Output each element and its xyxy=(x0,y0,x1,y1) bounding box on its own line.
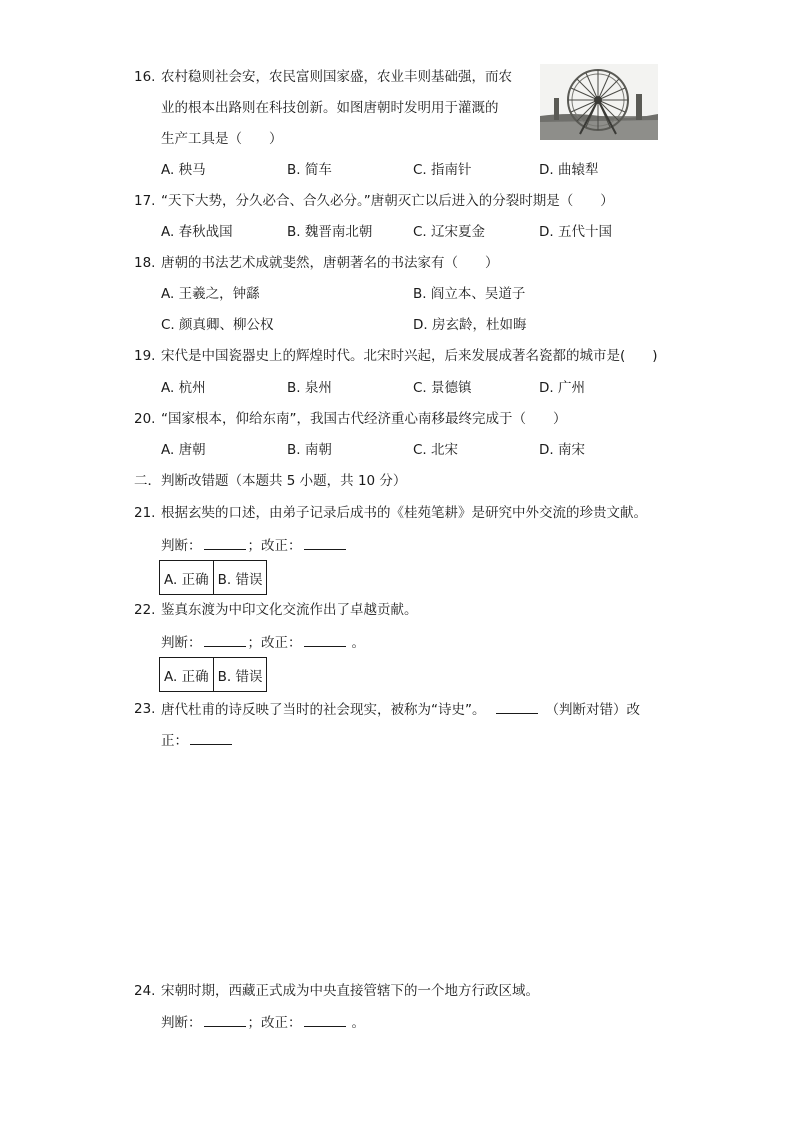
q17-option-a[interactable]: A. 春秋战国 xyxy=(161,224,233,240)
q23-number: 23. xyxy=(134,701,156,717)
q16-option-c[interactable]: C. 指南针 xyxy=(413,162,472,178)
q16-option-b[interactable]: B. 简车 xyxy=(287,162,332,178)
q21-correct-blank[interactable] xyxy=(304,535,346,550)
q24-correct-blank[interactable] xyxy=(304,1012,346,1027)
q21-judge-blank[interactable] xyxy=(204,535,246,550)
q22-correct-label: ；改正： xyxy=(247,635,302,651)
q22-choice-box xyxy=(159,657,267,692)
q20-line-1: “国家根本，仰给东南”，我国古代经济重心南移最终完成于（ ） xyxy=(161,411,567,427)
q17-option-c[interactable]: C. 辽宋夏金 xyxy=(413,224,486,240)
q23-text: 唐代杜甫的诗反映了当时的社会现实，被称为“诗史”。 xyxy=(161,702,486,718)
q17-number: 17. xyxy=(134,193,156,209)
q23-line-1 xyxy=(161,699,640,720)
q21-text: 根据玄奘的口述，由弟子记录后成书的《桂苑笔耕》是研究中外交流的珍贵文献。 xyxy=(161,505,647,521)
q22-end: 。 xyxy=(351,635,365,651)
q21-number: 21. xyxy=(134,505,156,521)
q22-judge-blank[interactable] xyxy=(204,632,246,647)
q22-number: 22. xyxy=(134,602,156,618)
q16-line-1: 农村稳则社会安，农民富则国家盛，农业丰则基础强，而农 xyxy=(161,69,512,85)
q21-judge-label: 判断： xyxy=(161,538,202,554)
q24-correct-label: ；改正： xyxy=(247,1015,302,1031)
q23-text-tail: （判断对错）改 xyxy=(545,702,640,718)
section-2-heading: 二．判断改错题（本题共 5 小题，共 10 分） xyxy=(134,473,407,489)
q24-answer-line xyxy=(161,1012,365,1033)
q23-correct-blank[interactable] xyxy=(190,730,232,745)
q24-judge-label: 判断： xyxy=(161,1015,202,1031)
q22-judge-label: 判断： xyxy=(161,635,202,651)
q20-option-b[interactable]: B. 南朝 xyxy=(287,442,332,458)
q19-option-a[interactable]: A. 杭州 xyxy=(161,380,206,396)
q20-number: 20. xyxy=(134,411,156,427)
q16-number: 16. xyxy=(134,69,156,85)
q18-option-b[interactable]: B. 阎立本、吴道子 xyxy=(413,286,526,302)
q22-correct-blank[interactable] xyxy=(304,632,346,647)
q24-text: 宋朝时期，西藏正式成为中央直接管辖下的一个地方行政区域。 xyxy=(161,983,539,999)
q19-option-d[interactable]: D. 广州 xyxy=(539,380,585,396)
q22-choice-correct[interactable]: A. 正确 xyxy=(164,668,209,685)
q23-judge-blank[interactable] xyxy=(496,699,538,714)
q21-choice-box xyxy=(159,560,267,595)
q21-answer-line xyxy=(161,535,348,556)
waterwheel-illustration xyxy=(540,64,658,140)
q20-option-c[interactable]: C. 北宋 xyxy=(413,442,459,458)
q22-choice-wrong[interactable]: B. 错误 xyxy=(213,658,267,691)
q18-line-1: 唐朝的书法艺术成就斐然，唐朝著名的书法家有（ ） xyxy=(161,255,499,271)
q20-option-a[interactable]: A. 唐朝 xyxy=(161,442,206,458)
q18-option-d[interactable]: D. 房玄龄，杜如晦 xyxy=(413,317,527,333)
q17-option-b[interactable]: B. 魏晋南北朝 xyxy=(287,224,373,240)
q16-line-2: 业的根本出路则在科技创新。如图唐朝时发明用于灌溉的 xyxy=(161,100,499,116)
q23-correct-label: 正： xyxy=(161,733,188,749)
q21-correct-label: ；改正： xyxy=(247,538,302,554)
q22-answer-line xyxy=(161,632,365,653)
q16-option-a[interactable]: A. 秧马 xyxy=(161,162,206,178)
q21-choice-wrong[interactable]: B. 错误 xyxy=(213,561,267,594)
q19-option-b[interactable]: B. 泉州 xyxy=(287,380,332,396)
q18-option-a[interactable]: A. 王羲之，钟繇 xyxy=(161,286,260,302)
q17-line-1: “天下大势，分久必合、合久必分。”唐朝灭亡以后进入的分裂时期是（ ） xyxy=(161,193,614,209)
q21-choice-correct[interactable]: A. 正确 xyxy=(164,571,209,588)
q24-end: 。 xyxy=(351,1015,365,1031)
q16-option-d[interactable]: D. 曲辕犁 xyxy=(539,162,599,178)
q24-judge-blank[interactable] xyxy=(204,1012,246,1027)
q20-option-d[interactable]: D. 南宋 xyxy=(539,442,585,458)
q22-text: 鉴真东渡为中印文化交流作出了卓越贡献。 xyxy=(161,602,418,618)
q18-number: 18. xyxy=(134,255,156,271)
q19-number: 19. xyxy=(134,348,156,364)
q19-line-1: 宋代是中国瓷器史上的辉煌时代。北宋时兴起，后来发展成著名瓷都的城市是( ) xyxy=(161,348,658,364)
q17-option-d[interactable]: D. 五代十国 xyxy=(539,224,612,240)
q19-option-c[interactable]: C. 景德镇 xyxy=(413,380,472,396)
q16-line-3: 生产工具是（ ） xyxy=(161,131,283,147)
q18-option-c[interactable]: C. 颜真卿、柳公权 xyxy=(161,317,274,333)
q24-number: 24. xyxy=(134,983,156,999)
q23-line-2 xyxy=(161,730,234,751)
